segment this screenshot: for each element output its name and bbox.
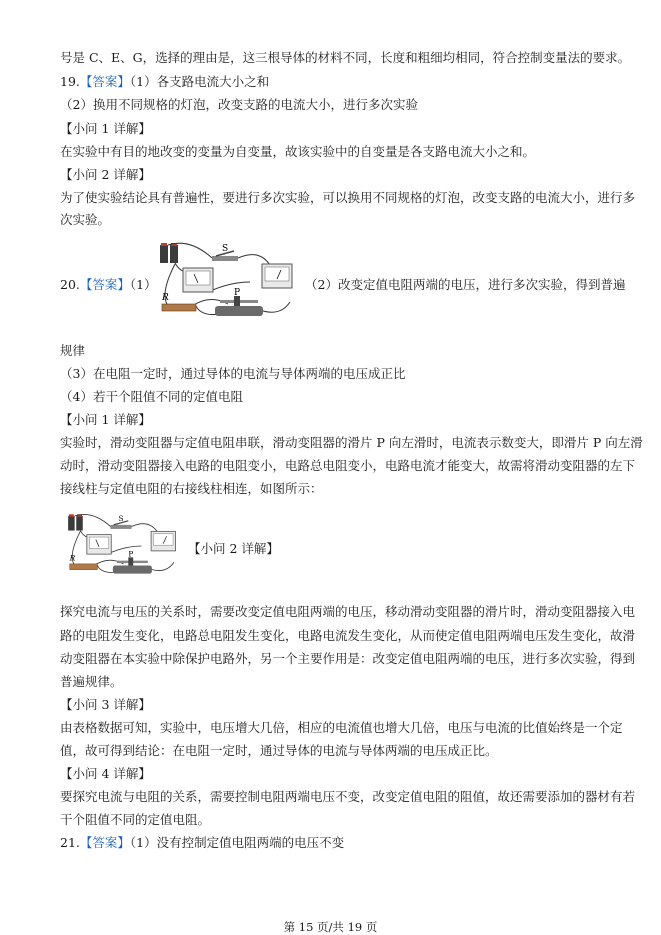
q19-answer-2: （2）换用不同规格的灯泡，改变支路的电流大小，进行多次实验 <box>60 97 418 112</box>
q21-answer-1: （1）没有控制定值电阻两端的电压不变 <box>129 835 345 850</box>
q19-answer-line <box>60 74 269 90</box>
q19-detail-2-text-2: 次实验。 <box>60 212 111 227</box>
q20-detail-1-text-3: 接线柱与定值电阻的右接线柱相连，如图所示： <box>60 481 323 496</box>
q20-answer-2: （2）改变定值电阻两端的电压，进行多次实验，得到普遍 <box>305 277 626 292</box>
answer-tag: 【答案】 <box>79 277 130 292</box>
q19-number: 19. <box>60 74 80 89</box>
q20-detail-3-head: 【小问 3 详解】 <box>60 697 151 712</box>
q20-detail-4-text-1: 要探究电流与电阻的关系，需要控制电阻两端电压不变，改变定值电阻的阻值，故还需要添加的器材有若 <box>60 789 636 804</box>
q20-detail-2-text-3: 动变阻器在本实验中除保护电路外，另一个主要作用是：改变定值电阻两端的电压，进行多次实验，得到 <box>60 651 636 666</box>
q20-number: 20. <box>60 277 80 292</box>
q20-detail-1-text-1: 实验时，滑动变阻器与定值电阻串联，滑动变阻器的滑片 P 向左滑时，电流表示数变大，即滑片 P 向左滑 <box>60 435 643 450</box>
q19-detail-2-head: 【小问 2 详解】 <box>60 167 151 182</box>
q21-answer-line <box>60 835 344 851</box>
q20-detail-2-head: 【小问 2 详解】 <box>188 541 279 556</box>
q20-detail-4-head: 【小问 4 详解】 <box>60 766 151 781</box>
q21-number: 21. <box>60 835 80 850</box>
q20-detail-4-text-2: 干个阻值不同的定值电阻。 <box>60 812 211 827</box>
q20-detail-3-text-2: 值，故可得到结论：在电阻一定时，通过导体的电流与导体两端的电压成正比。 <box>60 743 498 758</box>
slider-label: P <box>128 549 134 559</box>
q20-answer-line <box>60 277 157 293</box>
q20-detail-3-text-1: 由表格数据可知，实验中，电压增大几倍，相应的电流值也增大几倍，电压与电流的比值始终是一个定 <box>60 720 623 735</box>
circuit-diagram-1 <box>150 232 300 332</box>
answer-tag: 【答案】 <box>79 835 130 850</box>
page-footer: 第 15 页/共 19 页 <box>283 920 378 934</box>
answer-tag: 【答案】 <box>79 74 130 89</box>
q20-answer-1-prefix: （1） <box>129 277 157 292</box>
q20-answer-3: （3）在电阻一定时，通过导体的电流与导体两端的电压成正比 <box>60 366 406 381</box>
resistor-label: R <box>162 293 169 303</box>
q20-detail-1-head: 【小问 1 详解】 <box>60 412 151 427</box>
q20-detail-1-text-2: 动时，滑动变阻器接入电路的电阻变小，电路总电阻变小，电路电流才能变大，故需将滑动变阻器的左下 <box>60 458 636 473</box>
q19-detail-2-text-1: 为了使实验结论具有普遍性，要进行多次实验，可以换用不同规格的灯泡，改变支路的电流大小，进行多 <box>60 190 636 205</box>
circuit-diagram-2 <box>60 503 182 589</box>
q20-answer-4: （4）若干个阻值不同的定值电阻 <box>60 389 243 404</box>
q19-detail-1-head: 【小问 1 详解】 <box>60 121 151 136</box>
line-continuation: 号是 C、E、G，选择的理由是，这三根导体的材料不同，长度和粗细均相同，符合控制变量法的要求。 <box>60 50 631 65</box>
q20-detail-2-text-1: 探究电流与电压的关系时，需要改变定值电阻两端的电压，移动滑动变阻器的滑片时，滑动变阻器接入电 <box>60 604 636 619</box>
q19-detail-1-text: 在实验中有目的地改变的变量为自变量，故该实验中的自变量是各支路电流大小之和。 <box>60 144 536 159</box>
switch-label: S <box>222 244 229 254</box>
slider-label: P <box>234 288 241 298</box>
q19-answer-1: （1）各支路电流大小之和 <box>129 74 270 89</box>
resistor-label: R <box>69 553 76 563</box>
q20-detail-2-text-4: 普遍规律。 <box>60 674 123 689</box>
q20-answer-2-cont: 规律 <box>60 343 86 358</box>
switch-label: S <box>118 513 124 523</box>
q20-detail-2-text-2: 路的电阻发生变化，电路总电阻发生变化，电路电流发生变化，从而使定值电阻两端电压发生变化，故滑 <box>60 628 636 643</box>
